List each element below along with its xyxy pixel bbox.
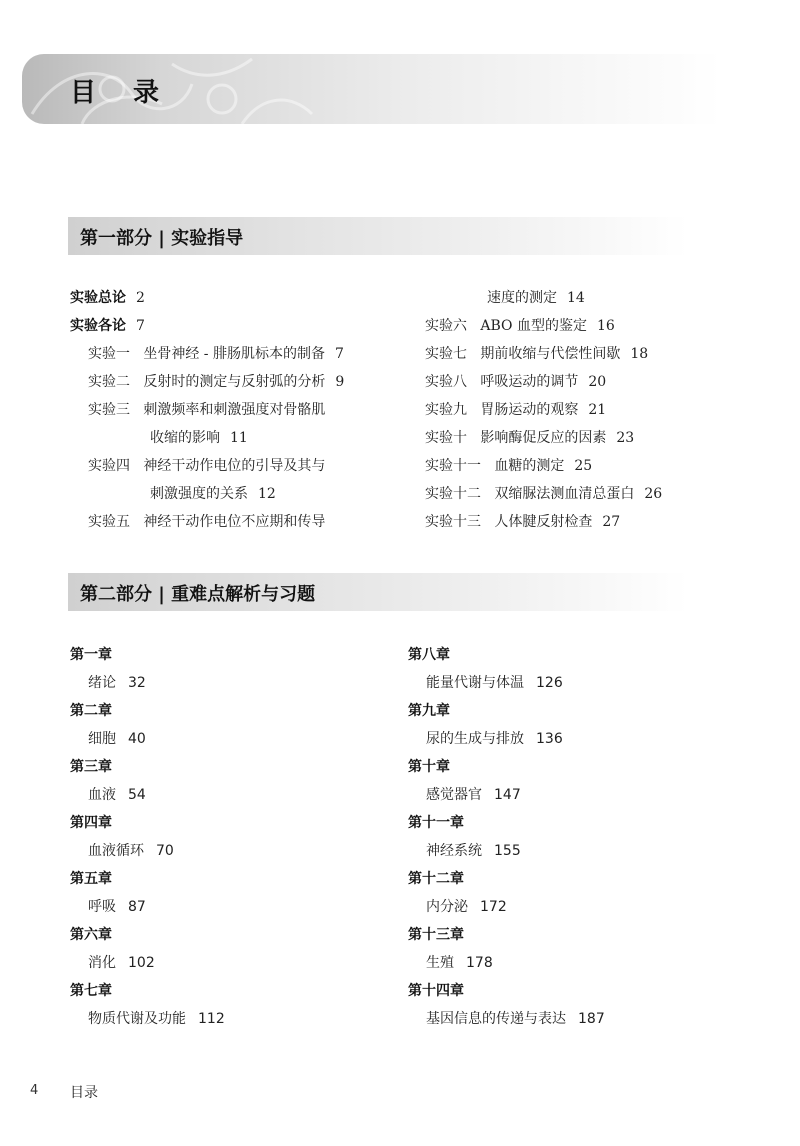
toc-entry[interactable]: 实验八 呼吸运动的调节 20 <box>425 374 607 390</box>
chapter-entry[interactable]: 内分泌 172 <box>426 899 507 915</box>
part1-heading: 第一部分 | 实验指导 <box>80 228 244 249</box>
toc-entry[interactable]: 实验一 坐骨神经 - 腓肠肌标本的制备 7 <box>88 346 344 362</box>
chapter-heading: 第四章 <box>70 815 112 831</box>
chapter-heading: 第七章 <box>70 983 112 999</box>
chapter-heading: 第六章 <box>70 927 112 943</box>
toc-entry-continuation[interactable]: 收缩的影响 11 <box>150 430 248 446</box>
chapter-entry[interactable]: 呼吸 87 <box>88 899 146 915</box>
toc-entry[interactable]: 实验十三 人体腱反射检查 27 <box>425 514 621 530</box>
chapter-entry[interactable]: 绪论 32 <box>88 675 146 691</box>
chapter-heading: 第九章 <box>408 703 450 719</box>
chapter-entry[interactable]: 神经系统 155 <box>426 843 521 859</box>
footer-label: 目录 <box>70 1085 98 1101</box>
chapter-heading: 第二章 <box>70 703 112 719</box>
chapter-entry[interactable]: 尿的生成与排放 136 <box>426 731 563 747</box>
chapter-heading: 第十一章 <box>408 815 464 831</box>
chapter-heading: 第一章 <box>70 647 112 663</box>
part1-right-column <box>407 284 662 536</box>
chapter-heading: 第三章 <box>70 759 112 775</box>
part2-left-column <box>70 641 225 1033</box>
chapter-heading: 第十三章 <box>408 927 464 943</box>
toc-entry[interactable]: 实验总论 2 <box>70 290 145 306</box>
chapter-entry[interactable]: 基因信息的传递与表达 187 <box>426 1011 605 1027</box>
chapter-entry[interactable]: 感觉器官 147 <box>426 787 521 803</box>
toc-entry[interactable]: 实验各论 7 <box>70 318 145 334</box>
chapter-entry[interactable]: 血液循环 70 <box>88 843 174 859</box>
toc-entry[interactable]: 实验四 神经干动作电位的引导及其与 <box>88 458 326 474</box>
chapter-entry[interactable]: 血液 54 <box>88 787 146 803</box>
page-number: 4 <box>30 1083 39 1098</box>
part2-right-column <box>408 641 605 1033</box>
toc-entry[interactable]: 实验九 胃肠运动的观察 21 <box>425 402 607 418</box>
chapter-heading: 第五章 <box>70 871 112 887</box>
chapter-entry[interactable]: 生殖 178 <box>426 955 493 971</box>
chapter-entry[interactable]: 能量代谢与体温 126 <box>426 675 563 691</box>
chapter-entry[interactable]: 消化 102 <box>88 955 155 971</box>
chapter-heading: 第十章 <box>408 759 450 775</box>
page-title: 目 录 <box>70 78 174 108</box>
toc-entry[interactable]: 实验十二 双缩脲法测血清总蛋白 26 <box>425 486 663 502</box>
toc-entry[interactable]: 实验十一 血糖的测定 25 <box>425 458 593 474</box>
chapter-entry[interactable]: 细胞 40 <box>88 731 146 747</box>
chapter-entry[interactable]: 物质代谢及功能 112 <box>88 1011 225 1027</box>
toc-entry[interactable]: 实验二 反射时的测定与反射弧的分析 9 <box>88 374 345 390</box>
toc-entry[interactable]: 实验六 ABO 血型的鉴定 16 <box>425 318 615 334</box>
part1-left-column <box>70 284 344 536</box>
part2-heading-bar <box>68 573 688 611</box>
chapter-heading: 第八章 <box>408 647 450 663</box>
toc-entry[interactable]: 实验十 影响酶促反应的因素 23 <box>425 430 635 446</box>
part1-heading-bar <box>68 217 688 255</box>
chapter-heading: 第十四章 <box>408 983 464 999</box>
toc-entry-continuation[interactable]: 速度的测定 14 <box>487 290 585 306</box>
toc-entry[interactable]: 实验五 神经干动作电位不应期和传导 <box>88 514 326 530</box>
chapter-heading: 第十二章 <box>408 871 464 887</box>
part2-heading: 第二部分 | 重难点解析与习题 <box>80 584 316 605</box>
toc-entry-continuation[interactable]: 刺激强度的关系 12 <box>150 486 276 502</box>
toc-entry[interactable]: 实验三 刺激频率和刺激强度对骨骼肌 <box>88 402 326 418</box>
toc-entry[interactable]: 实验七 期前收缩与代偿性间歇 18 <box>425 346 649 362</box>
